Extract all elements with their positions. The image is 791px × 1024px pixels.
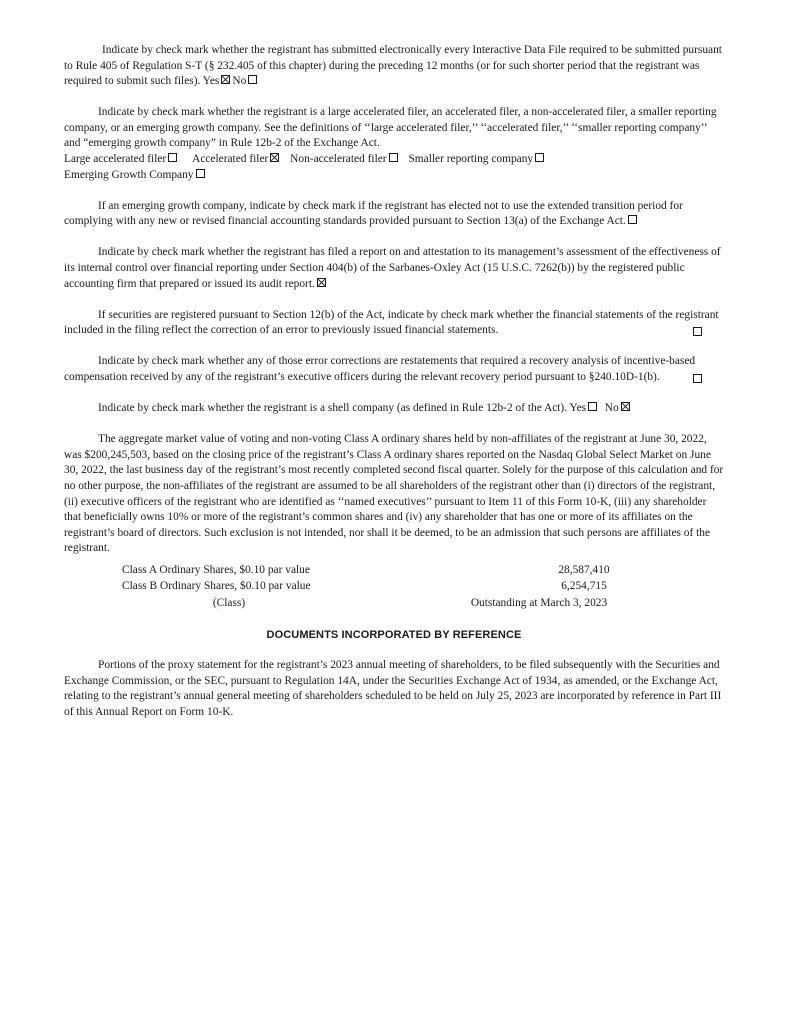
- large-accelerated-option: [64, 153, 179, 165]
- icfr-checkbox[interactable]: [317, 278, 326, 287]
- documents-heading: DOCUMENTS INCORPORATED BY REFERENCE: [266, 629, 522, 642]
- shares-table: [64, 563, 724, 613]
- class-b-count: 6,254,715: [561, 580, 607, 593]
- error-correction-checkbox[interactable]: [693, 327, 702, 336]
- market-value-paragraph: [64, 432, 724, 557]
- shell-yes-label: Yes: [569, 402, 587, 415]
- emerging-growth-row: [64, 168, 724, 184]
- large-accelerated-label: Large accelerated filer: [64, 153, 167, 166]
- filer-options-row: [64, 152, 724, 168]
- table-header-row: [64, 596, 724, 613]
- shell-no-checkbox[interactable]: [621, 402, 630, 411]
- smaller-reporting-option: [408, 153, 546, 165]
- non-accelerated-option: [290, 153, 399, 165]
- egc-election-checkbox[interactable]: [628, 215, 637, 224]
- shell-no-label: No: [604, 402, 619, 415]
- class-b-label: Class B Ordinary Shares, $0.10 par value: [122, 580, 311, 593]
- documents-paragraph: [64, 658, 724, 720]
- error-correction-paragraph: [64, 308, 724, 339]
- accelerated-option: [192, 153, 281, 165]
- non-accelerated-checkbox[interactable]: [389, 153, 398, 162]
- restatement-text: Indicate by check mark whether any of those error corrections are restatements that required a recovery analysis of incentive-based compensation received by any of the registrant’s executive officers during the relevant recovery period pursuant to §240.10D-1(b).: [64, 355, 696, 383]
- interactive-data-paragraph: [64, 43, 724, 90]
- interactive-yes-label: Yes: [202, 75, 220, 88]
- emerging-growth-checkbox[interactable]: [196, 169, 205, 178]
- filer-status-paragraph: [64, 105, 724, 152]
- interactive-data-text: Indicate by check mark whether the registrant has submitted electronically every Interactive Data File required to be submitted pursuant to Rule 405 of Regulation S-T (§ 232.405 of this chapter) during the preceding 12 months (or for such shorter period that the registrant was required to submit such files).: [64, 44, 722, 88]
- interactive-no-label: No: [232, 75, 247, 88]
- market-value-text: The aggregate market value of voting and non-voting Class A ordinary shares held by non-affiliates of the registrant at June 30, 2022, was $200,245,503, based on the closing price of the registrant’s Class A ordinary shares reported on the Nasdaq Global Select Market on June 30, 2022, the last business day of the registrant’s most recently completed second fiscal quarter. Solely for the purpose of this calculation and for no other purpose, the non-affiliates of the registrant are assumed to be all shareholders of the registrant other than (i) directors of the registrant, (ii) executive officers of the registrant who are identified as ‘‘named executives’’ pursuant to Item 11 of this Form 10-K, (iii) any shareholder that beneficially owns 10% or more of the registrant’s common shares and (iv) any shareholder that has one or more of its affiliates on the registrant’s board of directors. Such exclusion is not intended, nor shall it be deemed, to be an admission that such persons are affiliates of the registrant.: [64, 433, 724, 555]
- icfr-text: Indicate by check mark whether the registrant has filed a report on and attestation to its management’s assessment of the effectiveness of its internal control over financial reporting under Section 404(b) of the Sarbanes-Oxley Act (15 U.S.C. 7262(b)) by the registered public accounting firm that prepared or issued its audit report.: [64, 246, 721, 290]
- interactive-yes-checkbox[interactable]: [221, 75, 230, 84]
- smaller-reporting-checkbox[interactable]: [535, 153, 544, 162]
- shell-text: Indicate by check mark whether the registrant is a shell company (as defined in Rule 12b-2 of the Act).: [98, 402, 568, 415]
- large-accelerated-checkbox[interactable]: [168, 153, 177, 162]
- non-accelerated-label: Non-accelerated filer: [290, 153, 387, 166]
- class-header: (Class): [212, 596, 246, 609]
- restatement-checkbox[interactable]: [693, 374, 702, 383]
- error-correction-text: If securities are registered pursuant to Section 12(b) of the Act, indicate by check mark whether the financial statements of the registrant included in the filing reflect the correction of an error to previously issued financial statements.: [64, 308, 719, 337]
- accelerated-checkbox[interactable]: [270, 153, 279, 162]
- egc-text: If an emerging growth company, indicate by check mark if the registrant has elected not to use the extended transition period for complying with any new or revised financial accounting standards provided pursuant to Section 13(a) of the Exchange Act.: [64, 199, 683, 228]
- outstanding-header: Outstanding at March 3, 2023: [470, 596, 608, 609]
- shell-paragraph: [64, 401, 724, 417]
- icfr-paragraph: [64, 245, 724, 292]
- restatement-paragraph: [64, 354, 724, 385]
- class-a-count: 28,587,410: [558, 563, 610, 576]
- accelerated-label: Accelerated filer: [192, 153, 269, 166]
- documents-text: Portions of the proxy statement for the registrant’s 2023 annual meeting of shareholders, to be filed subsequently with the Securities and Exchange Commission, or the SEC, pursuant to Regulation 14A, under the Securities Exchange Act of 1934, as amended, or the Exchange Act, relating to the registrant’s annual general meeting of shareholders scheduled to be held on July 25, 2023 are incorporated by reference in Part III of this Annual Report on Form 10-K.: [64, 659, 722, 718]
- filer-status-text: Indicate by check mark whether the registrant is a large accelerated filer, an accelerated filer, a non-accelerated filer, a smaller reporting company, or an emerging growth company. See the definitions of ‘‘large accelerated filer,’’ ‘‘accelerated filer,’’ ‘‘smaller reporting company’’ and “emerging growth company” in Rule 12b-2 of the Exchange Act.: [64, 106, 717, 150]
- class-a-label: Class A Ordinary Shares, $0.10 par value: [122, 563, 310, 576]
- smaller-reporting-label: Smaller reporting company: [408, 153, 534, 166]
- table-row: [64, 563, 724, 580]
- egc-paragraph: [64, 199, 724, 230]
- interactive-no-checkbox[interactable]: [248, 75, 257, 84]
- table-row: [64, 579, 724, 596]
- emerging-growth-label: Emerging Growth Company: [64, 168, 194, 181]
- shell-yes-checkbox[interactable]: [588, 402, 597, 411]
- document-page: [64, 43, 724, 736]
